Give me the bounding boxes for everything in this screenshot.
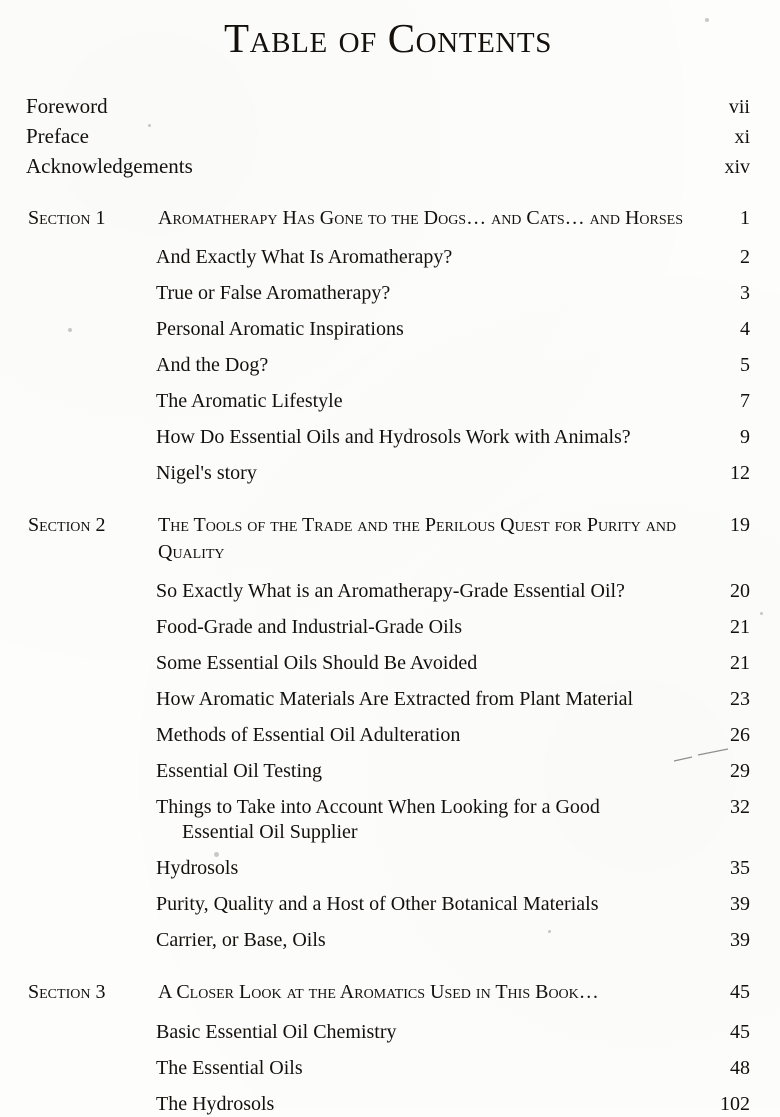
entry-label: How Do Essential Oils and Hydrosols Work with Animals?: [156, 426, 631, 449]
front-matter-row[interactable]: [26, 94, 750, 119]
entry-page: 102: [720, 1092, 750, 1115]
front-matter-label: Acknowledgements: [26, 154, 193, 178]
entry-page: 5: [740, 354, 750, 377]
entry-label: The Hydrosols: [156, 1092, 275, 1115]
section-block: [26, 205, 750, 486]
entry-page: 7: [740, 390, 750, 413]
section-number-label: Section 2: [28, 514, 106, 537]
front-matter-row[interactable]: [26, 154, 750, 179]
entry-label: How Aromatic Materials Are Extracted from Plant Material: [156, 688, 634, 711]
entry-page: 4: [740, 318, 750, 341]
entry-label: And Exactly What Is Aromatherapy?: [156, 246, 453, 269]
entry-label: Some Essential Oils Should Be Avoided: [156, 652, 478, 675]
entry-page: 39: [730, 893, 750, 916]
toc-entry[interactable]: [156, 651, 750, 676]
section-title: A Closer Look at the Aromatics Used in This Book…: [158, 981, 599, 1004]
section-number-label: Section 3: [28, 981, 106, 1004]
entry-page: 9: [740, 426, 750, 449]
section-block: [26, 979, 750, 1116]
front-matter-page: xi: [734, 126, 750, 148]
entry-page: 3: [740, 282, 750, 305]
toc-entry[interactable]: [156, 723, 750, 748]
entry-page: 26: [730, 724, 750, 747]
front-matter-list: [26, 94, 750, 179]
entry-page: 29: [730, 760, 750, 783]
section-title: Aromatherapy Has Gone to the Dogs… and Cats… and Horses: [158, 207, 683, 229]
toc-entry[interactable]: [156, 389, 750, 414]
entry-label: Essential Oil Testing: [156, 760, 322, 783]
front-matter-label: Preface: [26, 124, 89, 148]
entry-label: Basic Essential Oil Chemistry: [156, 1020, 397, 1043]
scan-speck: [760, 612, 763, 615]
entry-page: 21: [730, 652, 750, 675]
section-heading[interactable]: [26, 979, 750, 1005]
entry-page: 2: [740, 246, 750, 269]
front-matter-row[interactable]: [26, 124, 750, 149]
toc-entry[interactable]: [156, 759, 750, 784]
entry-page: 23: [730, 688, 750, 711]
entry-label: Methods of Essential Oil Adulteration: [156, 724, 461, 747]
entry-label: [156, 795, 704, 845]
toc-entry[interactable]: [156, 928, 750, 953]
section-page: 1: [740, 207, 750, 229]
entry-page: 39: [730, 929, 750, 952]
entry-label: So Exactly What is an Aromatherapy-Grade Essential Oil?: [156, 580, 625, 603]
entry-page: 45: [730, 1020, 750, 1043]
front-matter-label: Foreword: [26, 94, 108, 118]
front-matter-page: vii: [728, 96, 750, 118]
entry-page: 12: [730, 462, 750, 485]
section-entries: [26, 1020, 750, 1117]
entry-label: Carrier, or Base, Oils: [156, 929, 326, 952]
entry-page: 21: [730, 616, 750, 639]
entry-label: The Aromatic Lifestyle: [156, 390, 343, 413]
front-matter-page: xiv: [724, 156, 750, 178]
entry-page: 35: [730, 857, 750, 880]
section-entries: [26, 245, 750, 486]
section-heading[interactable]: [26, 512, 750, 565]
section-title: The Tools of the Trade and the Perilous Quest for Purity and Quality: [158, 514, 677, 563]
entry-page: 32: [730, 796, 750, 819]
toc-entry[interactable]: [156, 795, 750, 845]
entry-label-line1: Things to Take into Account When Looking for a Good: [156, 796, 600, 819]
entry-label: Hydrosols: [156, 857, 239, 880]
entry-label: Personal Aromatic Inspirations: [156, 318, 404, 341]
entry-label: And the Dog?: [156, 354, 269, 377]
entry-label: True or False Aromatherapy?: [156, 282, 391, 305]
entry-label: The Essential Oils: [156, 1056, 303, 1079]
toc-entry[interactable]: [156, 425, 750, 450]
page-title: Table of Contents: [224, 15, 552, 61]
entry-label: Nigel's story: [156, 462, 257, 485]
toc-entry[interactable]: [156, 461, 750, 486]
section-page: 45: [730, 981, 750, 1004]
toc-entry[interactable]: [156, 317, 750, 342]
section-heading[interactable]: [26, 205, 750, 231]
section-page: 19: [730, 514, 750, 537]
toc-entry[interactable]: [156, 1056, 750, 1081]
entry-label: Purity, Quality and a Host of Other Botanical Materials: [156, 893, 599, 916]
section-block: [26, 512, 750, 953]
toc-entry[interactable]: [156, 892, 750, 917]
toc-entry[interactable]: [156, 615, 750, 640]
toc-entry[interactable]: [156, 1020, 750, 1045]
section-number-label: Section 1: [28, 207, 106, 229]
toc-entry[interactable]: [156, 579, 750, 604]
toc-entry[interactable]: [156, 245, 750, 270]
toc-entry[interactable]: [156, 281, 750, 306]
toc-entry[interactable]: [156, 353, 750, 378]
entry-label-line2: Essential Oil Supplier: [182, 821, 358, 844]
entry-page: 48: [730, 1056, 750, 1079]
toc-entry[interactable]: [156, 687, 750, 712]
toc-entry[interactable]: [156, 1092, 750, 1117]
entry-label: Food-Grade and Industrial-Grade Oils: [156, 616, 463, 639]
toc-entry[interactable]: [156, 856, 750, 881]
section-entries: [26, 579, 750, 953]
entry-page: 20: [730, 580, 750, 603]
